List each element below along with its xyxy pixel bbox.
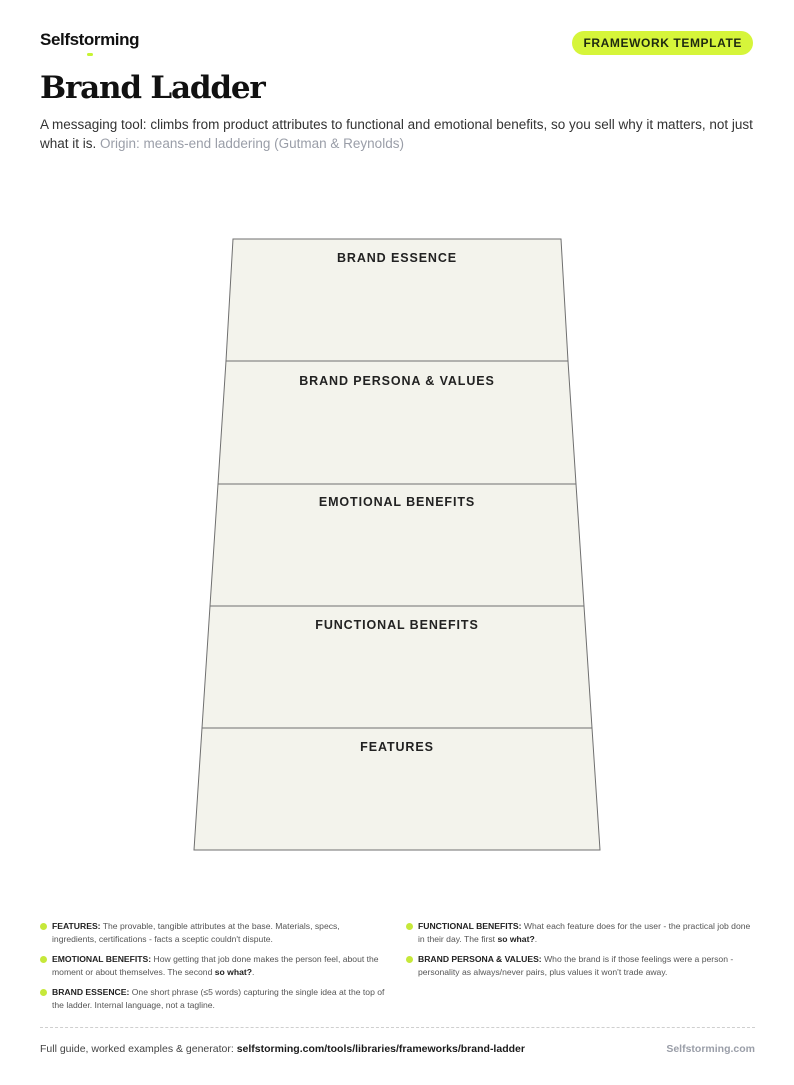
legend-emphasis: so what? — [214, 966, 252, 977]
legend-item-emotional-benefits — [40, 953, 385, 978]
rung-label-brand-persona-values: BRAND PERSONA & VALUES — [299, 374, 495, 388]
legend-term: FEATURES: — [52, 921, 101, 931]
rung-label-functional-benefits: FUNCTIONAL BENEFITS — [315, 618, 479, 632]
bullet-dot-icon — [40, 923, 47, 930]
legend-column-left — [40, 920, 385, 1019]
legend-term: BRAND PERSONA & VALUES: — [418, 954, 542, 964]
footer — [40, 1043, 755, 1055]
legend-emphasis: so what? — [497, 933, 535, 944]
guide-link[interactable]: selfstorming.com/tools/libraries/frameworks/brand-ladder — [236, 1043, 525, 1055]
framework-template-badge: FRAMEWORK TEMPLATE — [572, 31, 753, 55]
intro-text: A messaging tool: climbs from product attributes to functional and emotional benefits, so you sell why it matters, not just what it is. — [40, 117, 753, 151]
rung-label-emotional-benefits: EMOTIONAL BENEFITS — [318, 495, 476, 509]
page-title: Brand Ladder — [40, 70, 265, 106]
legend-term: EMOTIONAL BENEFITS: — [52, 954, 152, 964]
legend-term: BRAND ESSENCE: — [52, 987, 130, 997]
legend-punctuation: . — [534, 933, 538, 944]
legend-term: FUNCTIONAL BENEFITS: — [418, 921, 522, 931]
legend-item-brand-essence — [40, 986, 385, 1011]
selfstorming-logo: Selfstorming — [40, 30, 140, 49]
footer-divider — [40, 1027, 755, 1028]
legend-text: Who the brand is if those feelings were a person - personality as always/never pairs, plus values it won't trade away. — [418, 954, 734, 977]
rung-label-brand-essence: BRAND ESSENCE — [336, 251, 458, 265]
legend-text: One short phrase (≤5 words) capturing the single idea at the top of the ladder. Internal language, not a tagline. — [52, 987, 385, 1010]
legend-punctuation: . — [252, 966, 255, 977]
legend-text: What each feature does for the user - the practical job done in their day. The first — [418, 921, 751, 944]
footer-prefix: Full guide, worked examples & generator: — [40, 1043, 234, 1055]
legend-item-brand-persona-values — [406, 953, 756, 978]
bullet-dot-icon — [406, 956, 413, 963]
origin-note: Origin: means-end laddering (Gutman & Reynolds) — [100, 136, 404, 151]
site-link[interactable]: Selfstorming.com — [666, 1043, 755, 1055]
legend-text: How getting that job done makes the person feel, about the moment or about themselves. The second — [52, 954, 379, 977]
legend-item-features — [40, 920, 385, 945]
bullet-dot-icon — [40, 956, 47, 963]
rung-label-features: FEATURES — [360, 740, 434, 754]
bullet-dot-icon — [40, 989, 47, 996]
legend-item-functional-benefits — [406, 920, 756, 945]
legend-text: The provable, tangible attributes at the base. Materials, specs, ingredients, certifications - facts a sceptic couldn't dispute. — [52, 921, 340, 944]
legend-column-right — [406, 920, 756, 986]
bullet-dot-icon — [406, 923, 413, 930]
